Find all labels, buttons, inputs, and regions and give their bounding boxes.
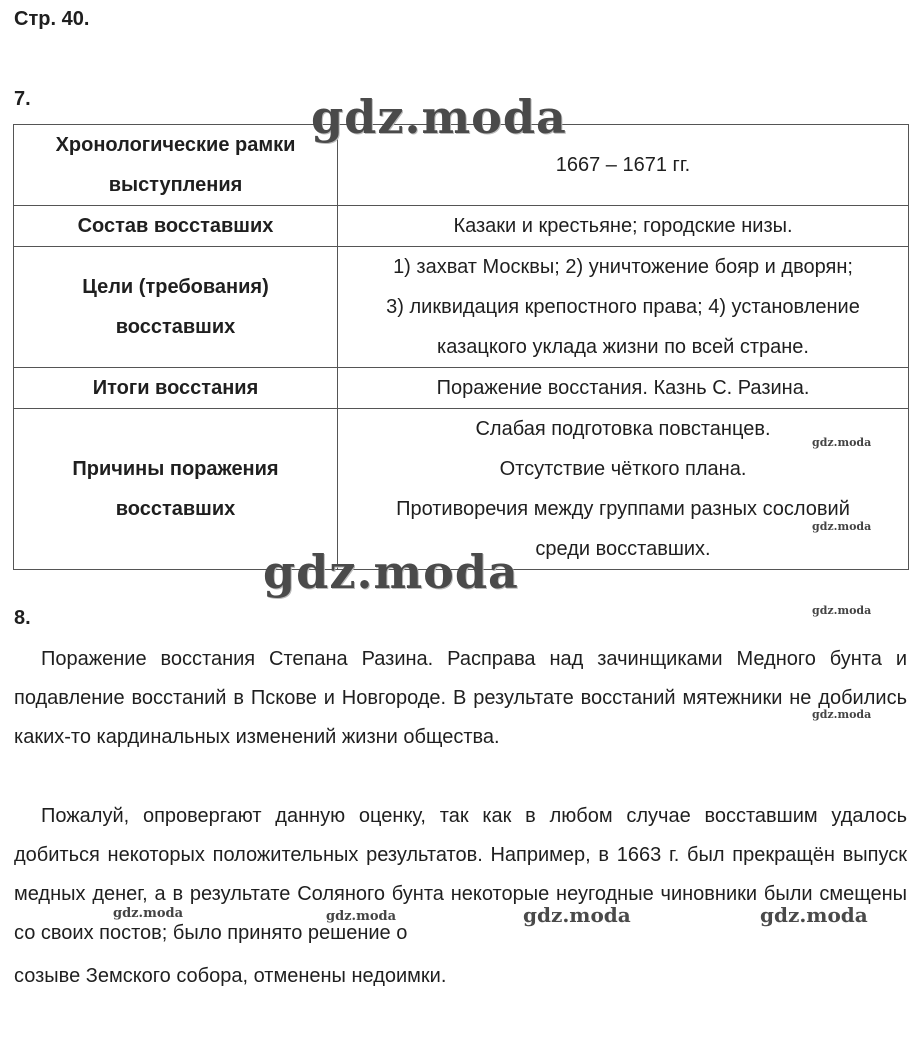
value-line: Поражение восстания. Казнь С. Разина. [436,377,810,399]
paragraph-2-last-line: созыве Земского собора, отменены недоимки. [14,965,447,987]
watermark: gdz.moda [523,903,631,927]
watermark: gdz.moda [326,909,397,924]
label-line: Цели (требования) [82,276,269,298]
answer-paragraph-2 [14,797,907,999]
task-7-number: 7. [14,88,31,110]
value-line: 3) ликвидация крепостного права; 4) установление [386,296,860,318]
watermark: gdz.moda [812,708,872,721]
answer-paragraph-1: Поражение восстания Степана Разина. Расправа над зачинщиками Медного бунта и подавление восстаний в Пскове и Новгороде. В результате восстаний мятежники не добились каких-то кардинальных изменений жизни общества. [14,648,907,748]
label-line: Хронологические рамки [55,134,296,156]
row-label [14,206,338,247]
value-line: Противоречия между группами разных сословий [396,498,850,520]
value-line: Отсутствие чёткого плана. [499,458,747,480]
value-line: Казаки и крестьяне; городские низы. [453,215,793,237]
watermark: gdz.moda [812,436,872,449]
value-line: 1) захват Москвы; 2) уничтожение бояр и дворян; [393,256,853,278]
task-8-number: 8. [14,607,31,629]
watermark: gdz.moda [311,90,567,144]
row-label [14,125,338,206]
value-line: 1667 – 1671 гг. [555,154,691,176]
watermark: gdz.moda [812,604,872,617]
label-line: Итоги восстания [92,377,259,399]
row-value [338,247,909,368]
label-line: Состав восставших [77,215,274,237]
label-line: восставших [115,498,236,520]
page-label: Стр. 40. [14,8,90,30]
row-label [14,247,338,368]
label-line: выступления [108,174,243,196]
row-value [338,206,909,247]
value-line: среди восставших. [535,538,711,560]
value-line: Слабая подготовка повстанцев. [475,418,771,440]
row-label [14,368,338,409]
table-row [14,206,909,247]
label-line: Причины поражения [72,458,279,480]
table-row [14,247,909,368]
row-value [338,368,909,409]
watermark: gdz.moda [263,545,519,599]
table-row [14,368,909,409]
watermark: gdz.moda [812,520,872,533]
value-line: казацкого уклада жизни по всей стране. [437,336,809,358]
watermark: gdz.moda [760,903,868,927]
paragraph-2-text: Пожалуй, опровергают данную оценку, так как в любом случае восставшим удалось добиться некоторых положительных результатов. Например, в 1663 г. был прекращён выпуск медных денег, а в результате Соляного бунта некоторые неугодные чиновники были смещены со своих постов; было принято решение о [14,805,907,944]
watermark: gdz.moda [113,906,184,921]
label-line: восставших [115,316,236,338]
answer-table [13,124,909,570]
